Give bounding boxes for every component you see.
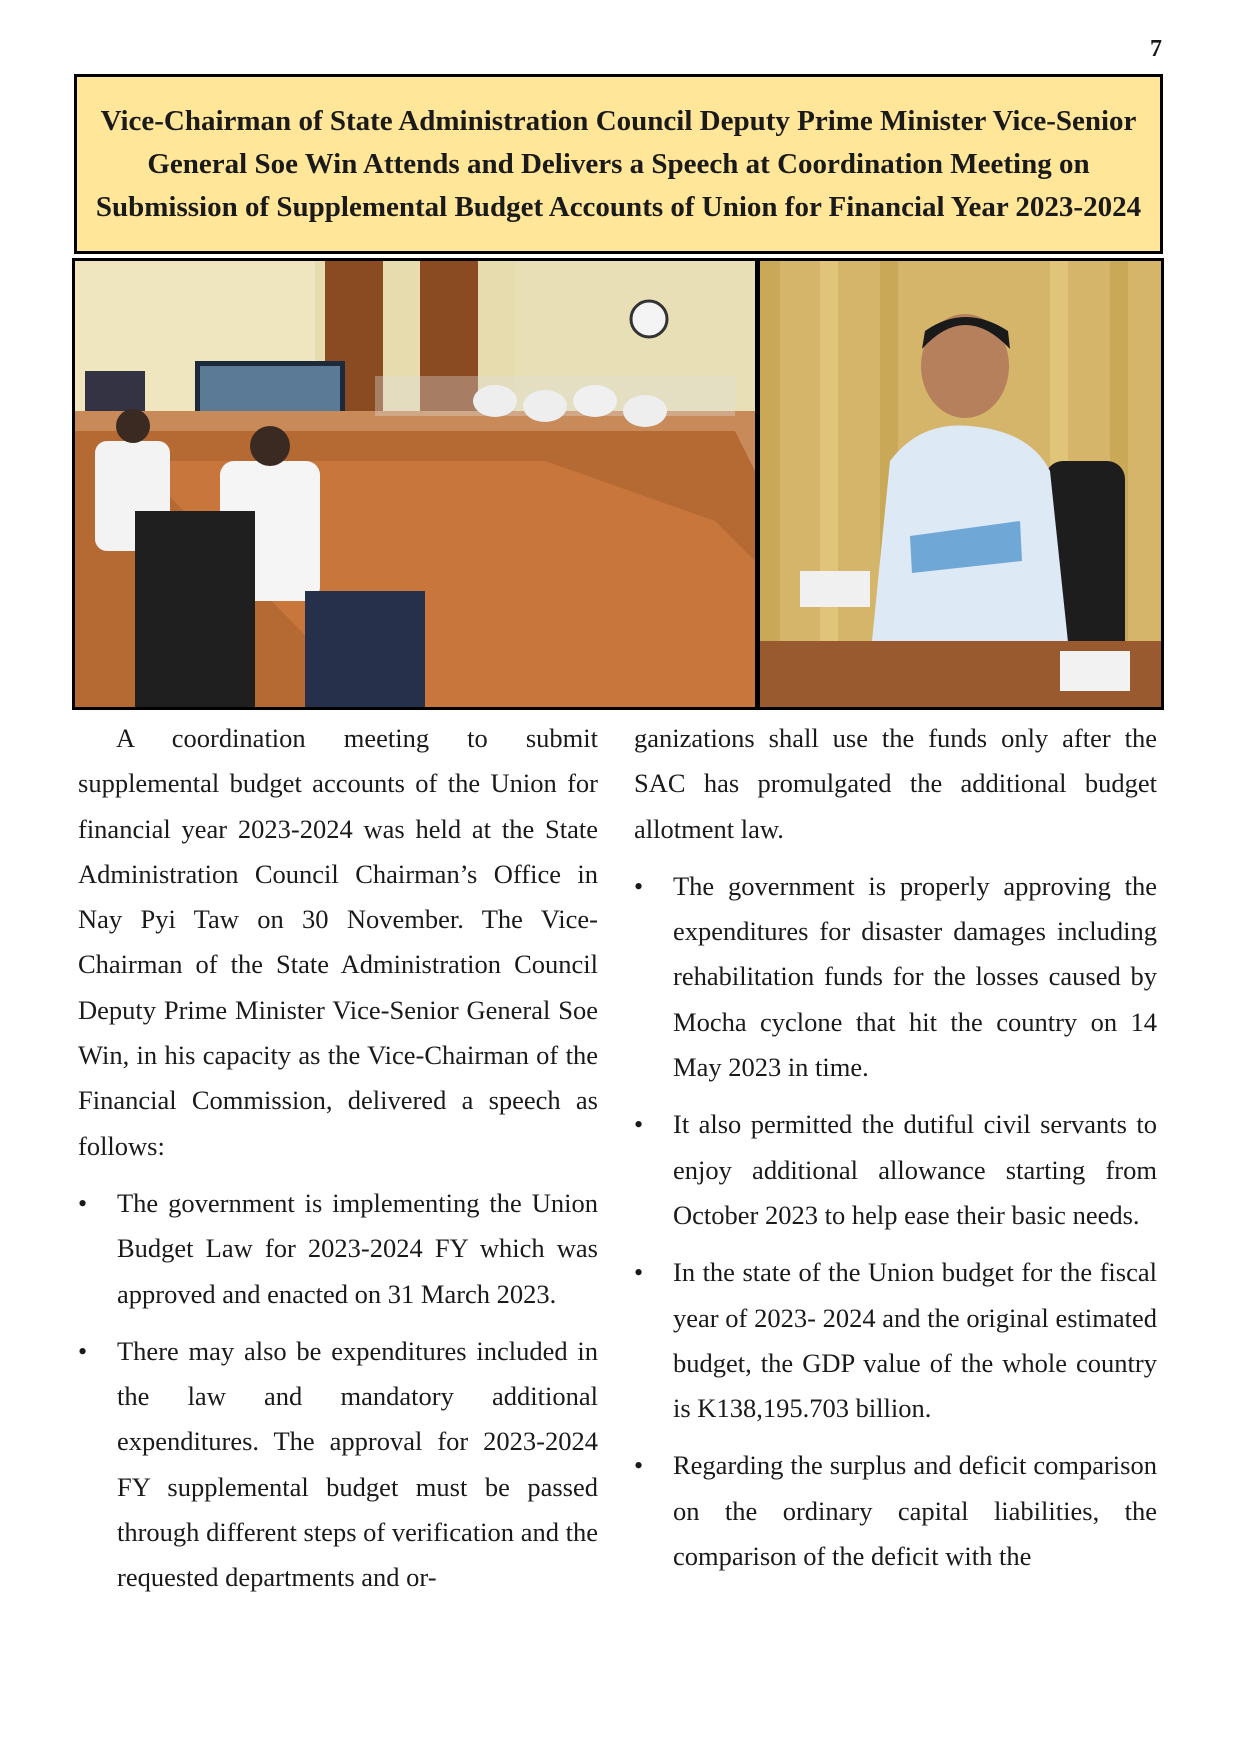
list-item: • There may also be expenditures included in the law and mandatory additional expenditures. The approval for 2023-2024 FY supplemental budget must be passed through different steps of verification and the requested departments and or- [78,1329,598,1601]
list-item: • The government is properly approving the expenditures for disaster damages including rehabilitation funds for the losses caused by Mocha cyclone that hit the country on 14 May 2023 in time. [634,864,1157,1090]
headline-box [74,74,1163,254]
intro-paragraph: A coordination meeting to submit supplemental budget accounts of the Union for financial year 2023-2024 was held at the State Administration Council Chairman’s Office in Nay Pyi Taw on 30 November. The Vice- Chairman of the State Administration Council Deputy Prime Minister Vice-Senior General Soe Win, in his capacity as the Vice-Chairman of the Financial Commission, delivered a speech as follows: [78,723,598,1161]
meeting-room-image [75,261,755,707]
right-bullet-list [634,864,1157,1579]
page-number: 7 [1150,36,1162,62]
list-item: • The government is implementing the Union Budget Law for 2023-2024 FY which was approved and enacted on 31 March 2023. [78,1181,598,1317]
photo-strip [72,258,1164,710]
meeting-room-photo [75,261,755,707]
left-column [78,716,598,1613]
right-column [634,716,1157,1591]
continued-paragraph: ganizations shall use the funds only after the SAC has promulgated the additional budget allotment law. [634,723,1157,844]
speaker-image [760,261,1161,707]
list-item: • It also permitted the dutiful civil servants to enjoy additional allowance starting from October 2023 to help ease their basic needs. [634,1102,1157,1238]
speaker-photo [760,261,1161,707]
list-item: • In the state of the Union budget for the fiscal year of 2023- 2024 and the original estimated budget, the GDP value of the whole country is K138,195.703 billion. [634,1250,1157,1431]
headline: Vice-Chairman of State Administration Council Deputy Prime Minister Vice-Senior General Soe Win Attends and Delivers a Speech at Coordination Meeting on Submission of Supplemental Budget Accounts of Union for Financial Year 2023-2024 [95,104,1142,223]
left-bullet-list [78,1181,598,1601]
list-item: • Regarding the surplus and deficit comparison on the ordinary capital liabilities, the comparison of the deficit with the [634,1443,1157,1579]
